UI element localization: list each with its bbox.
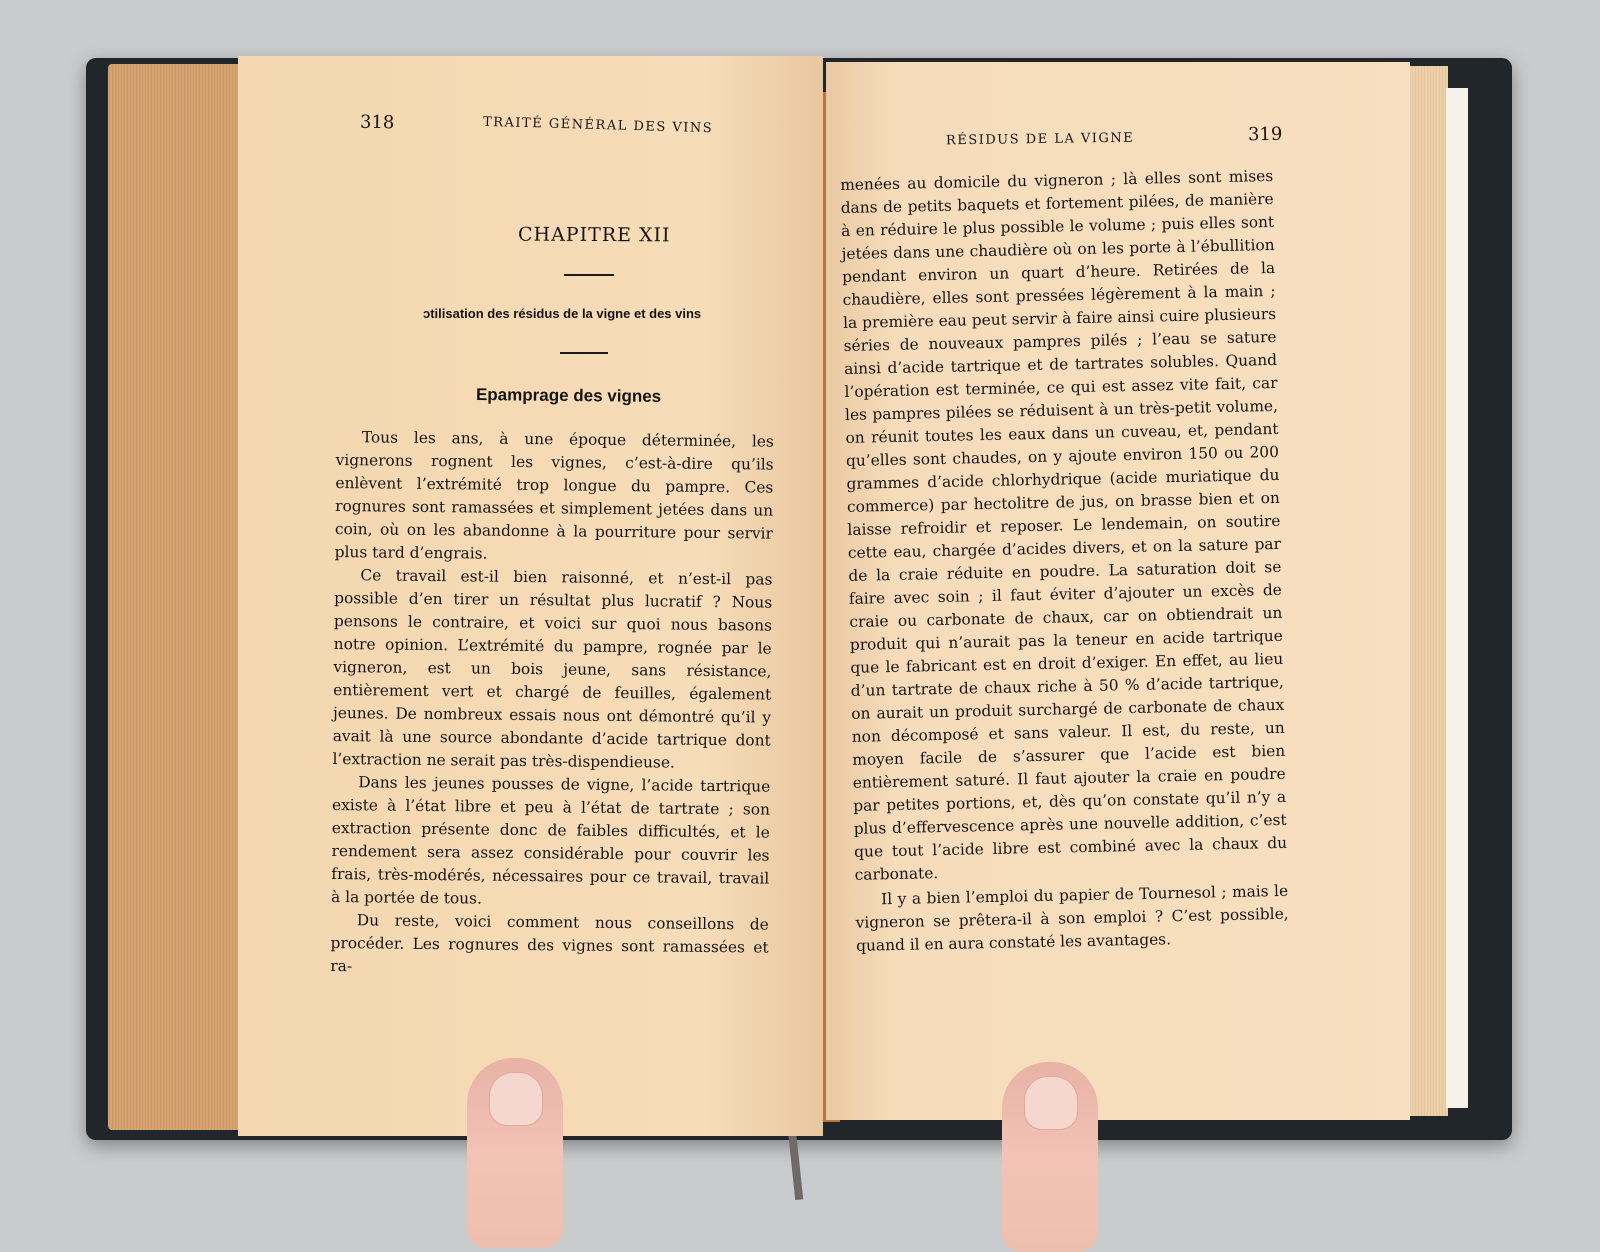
paragraph: Ce travail est-il bien raisonné, et n’est-il pas possible d’en tirer un résultat plus lucratif ? Nous pensons le contraire, et voici sur quoi nous basons notre opinion. L’extrémité du pampre, rognée par le vigneron, est un bois jeune, sans résistance, entièrement vert et chargé de feuilles, également jeunes. De nombreux essais nous ont démontré qu’il y avait là une source abondante d’acide tartrique dont l’extraction ne serait pas très-dispendieuse. [332,566,773,772]
right-page-stack [1408,66,1448,1116]
chapter-rule [564,274,614,276]
right-body-text [840,165,1289,960]
paragraph: Il y a bien l’emploi du papier de Tournesol ; mais le vigneron se prêtera-il à son emploi ? C’est possible, quand il en aura constaté les avantages. [855,881,1289,955]
left-thumb [467,1058,563,1248]
thumbnail-nail [1024,1076,1078,1130]
chapter-heading: CHAPITRE XII [517,223,671,247]
running-head: TRAITÉ GÉNÉRAL DES VINS [482,114,714,137]
chapter-subtitle: ɔtilisation des résidus de la vigne et des vins [423,306,702,321]
thumbnail-nail [489,1072,543,1126]
section-title: Epamprage des vignes [475,385,662,406]
paragraph: Dans les jeunes pousses de vigne, l’acide tartrique existe à l’état libre et peu à l’état de tartrate ; son extraction présente donc de faibles difficultés, et le rendement sera assez considérable pour couvrir les frais, très-modérés, nécessaires pour ce travail, travail à la portée de tous. [330,773,771,908]
paragraph: Du reste, voici comment nous conseillons de procéder. Les rognures des vignes sont ramassées et ra- [330,911,769,976]
page-number: 319 [1247,123,1283,146]
page-number: 318 [359,111,395,134]
left-page-stack [108,64,238,1130]
left-body-text [330,426,774,983]
paragraph: Tous les ans, à une époque déterminée, les vignerons rognent les vignes, c’est-à-dire qu’ils enlèvent l’extrémité trop longue du pampre. Ces rognures sont ramassées et simplement jetées dans un coin, où on les abandonne à la pourriture pour servir plus tard d’engrais. [334,428,774,563]
subtitle-rule [560,352,608,354]
right-thumb [1002,1062,1098,1252]
running-head: RÉSIDUS DE LA VIGNE [945,130,1135,149]
left-page [238,56,823,1136]
paragraph: menées au domicile du vigneron ; là elles sont mises dans de petits baquets et fortement pilées, de manière à en réduire le plus possible le volume ; puis elles sont jetées dans une chaudière où on les porte à l’ébullition pendant environ un quart d’heure. Retirées de la chaudière, elles sont pressées légèrement à la main ; la première eau peut servir à faire ainsi cuire plusieurs séries de nouveaux pampres pilés ; l’eau se sature ainsi d’acide tartrique et de tartrates solubles. Quand l’opération est terminée, ce qui est assez vite fait, car les pampres pilées se réduisent à un très-petit volume, on réunit toutes les eaux dans un cuveau, et, pendant qu’elles sont chaudes, on y ajoute environ 150 ou 200 grammes d’acide chlorhydrique (acide muriatique du commerce) par hectolitre de jus, on brasse bien et on laisse refroidir et reposer. Le lendemain, on soutire cette eau, chargée d’acides divers, et on la sature par de la craie réduite en poudre. La saturation doit se faire avec soin ; il faut éviter d’ajouter un excès de craie ou carbonate de chaux, car on obtiendrait un produit qui n’aurait pas la teneur en acide tartrique que le fabricant est en droit d’exiger. En effet, au lieu d’un tartrate de chaux riche à 50 % d’acide tartrique, on aurait un produit surchargé de carbonate de chaux non décomposé et sans valeur. Il est, du reste, un moyen facile de s’assurer que l’acide est bien entièrement saturé. Il faut ajouter la craie en poudre par petites portions, et, dès qu’on constate qu’il n’y a plus d’effervescence après une nouvelle addition, c’est que tout l’acide libre est combiné avec la chaux du carbonate. [840,166,1288,884]
right-page [826,62,1410,1120]
endpaper [1446,88,1468,1108]
